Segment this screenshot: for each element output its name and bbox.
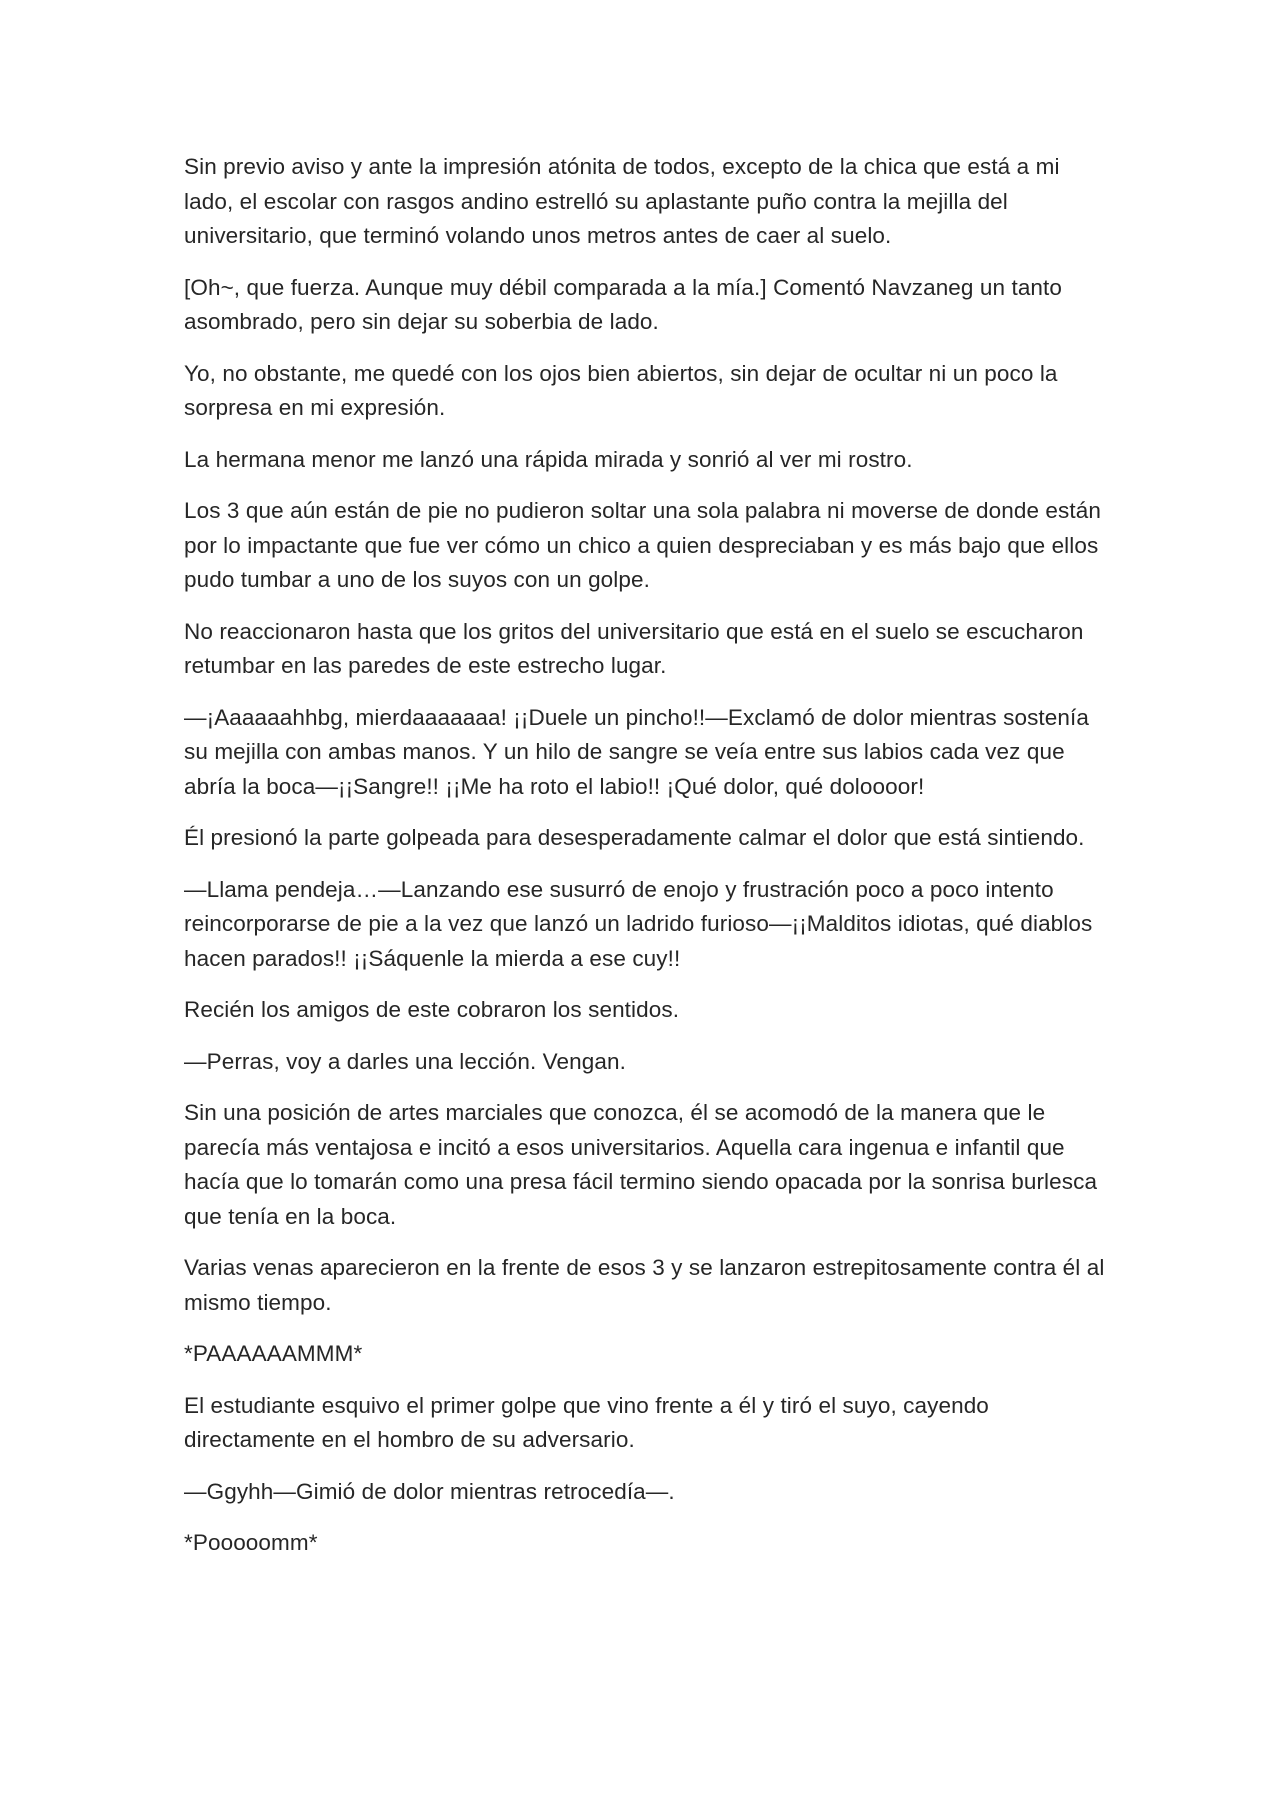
paragraph: Sin previo aviso y ante la impresión atónita de todos, excepto de la chica que está a mi lado, el escolar con rasgos andino estrelló su aplastante puño contra la mejilla del universitario, que terminó volando unos metros antes de caer al suelo.	[184, 154, 1060, 248]
sound-effect-line: *PAAAAAAMMM*	[184, 1341, 363, 1366]
paragraph: La hermana menor me lanzó una rápida mirada y sonrió al ver mi rostro.	[184, 446, 913, 472]
paragraph: Sin una posición de artes marciales que conozca, él se acomodó de la manera que le parecía más ventajosa e incitó a esos universitarios. Aquella cara ingenua e infantil que hacía que lo tomarán como una presa fácil termino siendo opacada por la sonrisa burlesca que tenía en la boca.	[184, 1100, 1098, 1229]
paragraph: Él presionó la parte golpeada para desesperadamente calmar el dolor que está sintiendo.	[184, 825, 1085, 850]
dialogue-paragraph: —¡Aaaaaahhbg, mierdaaaaaaa! ¡¡Duele un pincho!!—Exclamó de dolor mientras sostenía su mejilla con ambas manos. Y un hilo de sangre se veía entre sus labios cada vez que abría la boca—¡¡Sangre!! ¡¡Me ha roto el labio!! ¡Qué dolor, qué doloooor!	[184, 704, 1089, 799]
paragraph: [Oh~, que fuerza. Aunque muy débil comparada a la mía.] Comentó Navzaneg un tanto asombrado, pero sin dejar su soberbia de lado.	[184, 274, 1063, 334]
paragraph: Varias venas aparecieron en la frente de esos 3 y se lanzaron estrepitosamente contra él al mismo tiempo.	[184, 1255, 1105, 1315]
paragraph: Los 3 que aún están de pie no pudieron soltar una sola palabra ni moverse de donde están por lo impactante que fue ver cómo un chico a quien despreciaban y es más bajo que ellos pudo tumbar a uno de los suyos con un golpe.	[184, 498, 1101, 592]
paragraph: El estudiante esquivo el primer golpe que vino frente a él y tiró el suyo, cayendo directamente en el hombro de su adversario.	[184, 1392, 989, 1452]
paragraph: No reaccionaron hasta que los gritos del universitario que está en el suelo se escucharon retumbar en las paredes de este estrecho lugar.	[184, 618, 1084, 678]
paragraph: Recién los amigos de este cobraron los sentidos.	[184, 997, 680, 1022]
dialogue-paragraph: —Ggyhh—Gimió de dolor mientras retrocedía—.	[184, 1478, 675, 1504]
sound-effect-line: *Pooooomm*	[184, 1530, 318, 1555]
document-page	[184, 150, 1110, 1578]
paragraph: Yo, no obstante, me quedé con los ojos bien abiertos, sin dejar de ocultar ni un poco la sorpresa en mi expresión.	[184, 360, 1058, 420]
dialogue-paragraph: —Perras, voy a darles una lección. Vengan.	[184, 1048, 626, 1074]
dialogue-paragraph: —Llama pendeja…—Lanzando ese susurró de enojo y frustración poco a poco intento reincorporarse de pie a la vez que lanzó un ladrido furioso—¡¡Malditos idiotas, qué diablos hacen parados!! ¡¡Sáquenle la mierda a ese cuy!!	[184, 876, 1093, 971]
